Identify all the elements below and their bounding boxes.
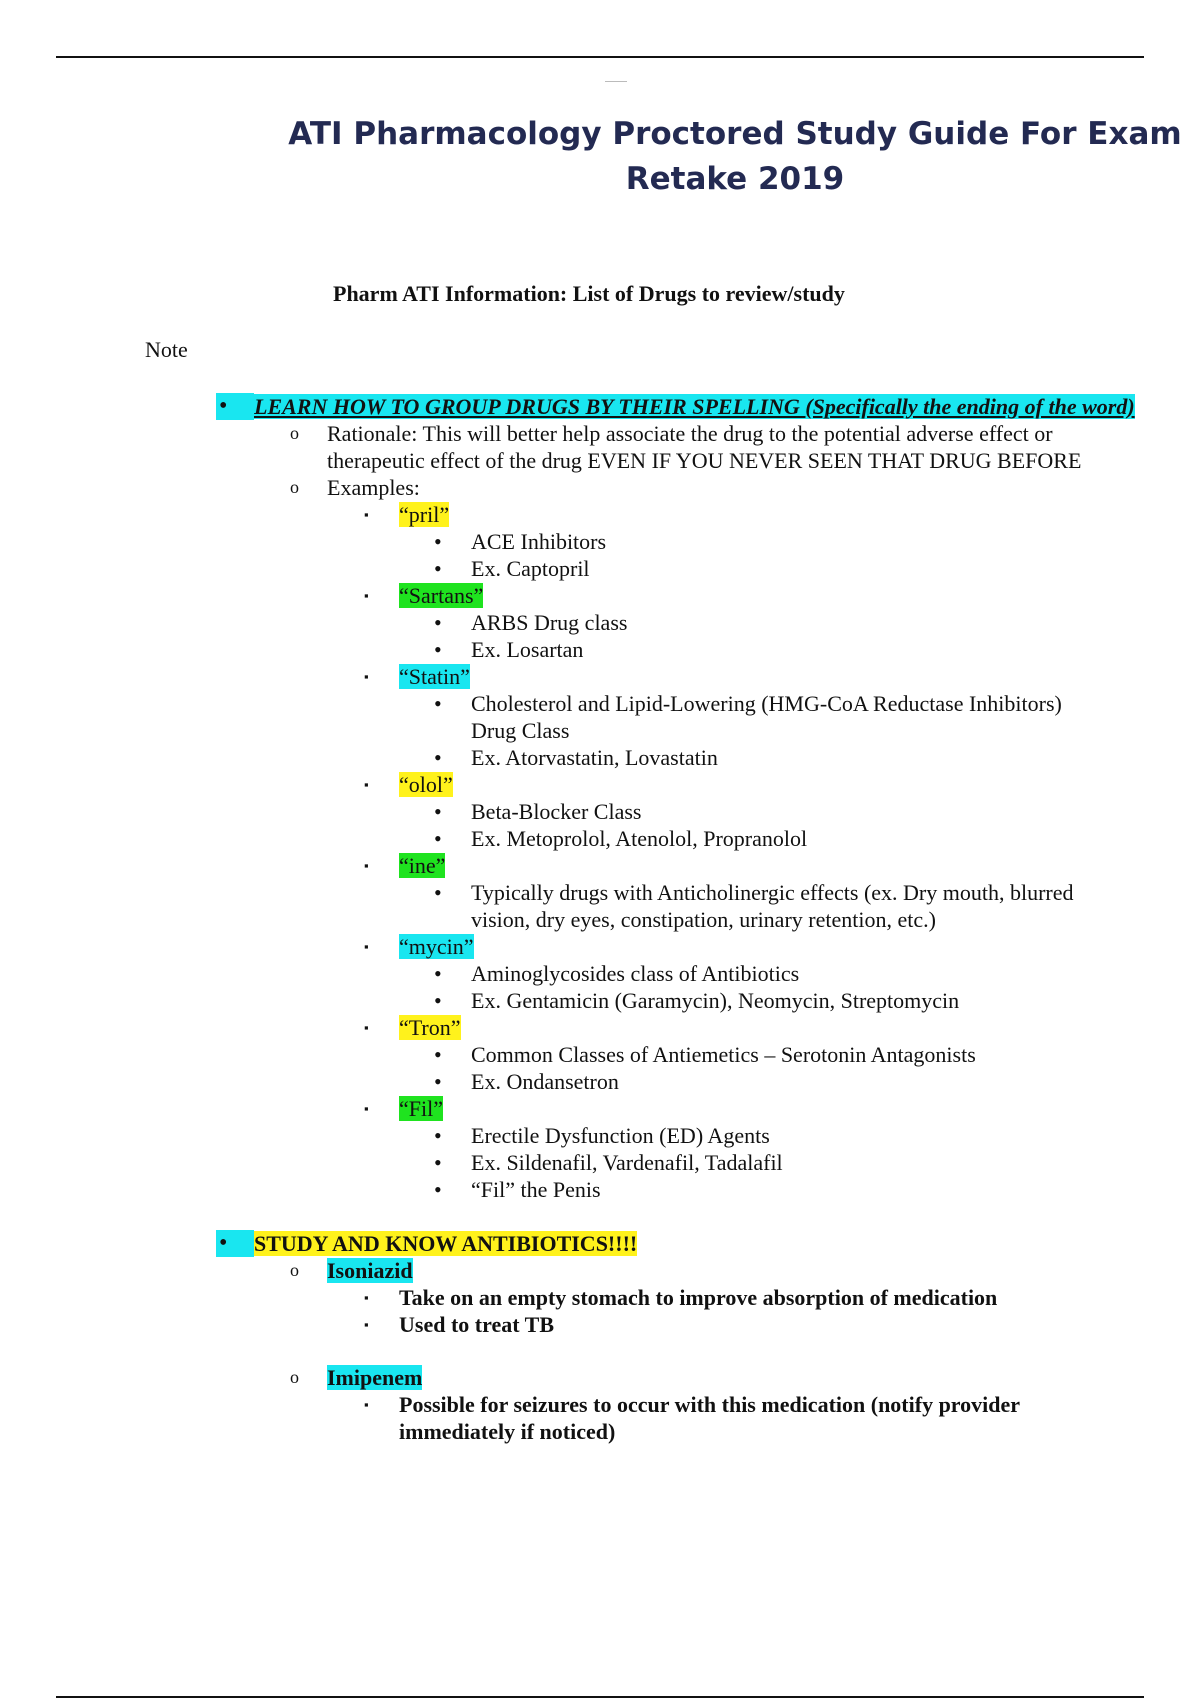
square-bullet-icon: ▪ xyxy=(364,588,369,603)
drug-isoniazid xyxy=(290,1257,1200,1338)
suffix-item-text: Ex. Atorvastatin, Lovastatin xyxy=(471,745,718,770)
suffix-group-items xyxy=(399,1041,1200,1095)
suffix-label: “Statin” xyxy=(399,664,470,689)
suffix-item-text: Erectile Dysfunction (ED) Agents xyxy=(471,1123,770,1148)
antibiotics-list xyxy=(254,1257,1200,1445)
document-body xyxy=(0,393,1200,1445)
suffix-item-text: ARBS Drug class xyxy=(471,610,628,635)
section-spelling-list xyxy=(254,420,1200,1203)
suffix-item xyxy=(434,1122,1200,1149)
top-rule xyxy=(56,56,1144,58)
suffix-group xyxy=(364,582,1200,663)
suffix-item-text: Ex. Metoprolol, Atenolol, Propranolol xyxy=(471,826,808,851)
suffix-group-items xyxy=(399,1122,1200,1203)
suffix-group-items xyxy=(399,960,1200,1014)
disc-bullet-icon: • xyxy=(434,799,442,824)
suffix-group xyxy=(364,1095,1200,1203)
suffix-label: “Sartans” xyxy=(399,583,484,608)
disc-bullet-icon: • xyxy=(434,745,442,770)
suffix-group-items xyxy=(399,690,1200,771)
suffix-label: “mycin” xyxy=(399,934,474,959)
suffix-label: “ine” xyxy=(399,853,446,878)
suffix-item xyxy=(434,987,1200,1014)
section-antibiotics xyxy=(219,1230,1200,1445)
drug-points xyxy=(327,1284,1200,1338)
drug-point xyxy=(364,1391,1200,1445)
disc-bullet-icon: • xyxy=(434,988,442,1013)
section-spelling xyxy=(219,393,1200,1203)
square-bullet-icon: ▪ xyxy=(364,1317,369,1332)
suffix-item xyxy=(434,879,1200,933)
circle-bullet-icon: o xyxy=(290,1367,299,1387)
suffix-item-text: ACE Inhibitors xyxy=(471,529,607,554)
suffix-group-items xyxy=(399,528,1200,582)
disc-bullet-icon: • xyxy=(434,529,442,554)
suffix-item xyxy=(434,798,1200,825)
suffix-item xyxy=(434,1149,1200,1176)
drug-name: Imipenem xyxy=(327,1365,423,1390)
square-bullet-icon: ▪ xyxy=(364,669,369,684)
suffix-group xyxy=(364,501,1200,582)
disc-bullet-icon: • xyxy=(219,393,228,419)
suffix-item-text: Typically drugs with Anticholinergic effects (ex. Dry mouth, blurred vision, dry eyes, constipation, urinary retention, etc.) xyxy=(471,880,1074,932)
disc-bullet-icon: • xyxy=(434,1069,442,1094)
suffix-item xyxy=(434,1176,1200,1203)
main-list xyxy=(0,393,1200,1445)
square-bullet-icon: ▪ xyxy=(364,858,369,873)
disc-bullet-icon: • xyxy=(434,1042,442,1067)
suffix-item xyxy=(434,528,1200,555)
suffix-group-items xyxy=(399,798,1200,852)
suffix-item xyxy=(434,609,1200,636)
suffix-item-text: Common Classes of Antiemetics – Serotonin Antagonists xyxy=(471,1042,976,1067)
document-title: ATI Pharmacology Proctored Study Guide For Exam Retake 2019 xyxy=(288,116,1182,197)
drug-point-text: Used to treat TB xyxy=(399,1312,555,1337)
suffix-item xyxy=(434,690,1200,744)
circle-bullet-icon: o xyxy=(290,423,299,443)
suffix-item-text: Cholesterol and Lipid-Lowering (HMG-CoA Reductase Inhibitors) Drug Class xyxy=(471,691,1062,743)
square-bullet-icon: ▪ xyxy=(364,507,369,522)
section-spelling-heading: LEARN HOW TO GROUP DRUGS BY THEIR SPELLING (Specifically the ending of the word) xyxy=(254,394,1135,419)
bottom-rule xyxy=(56,1696,1144,1698)
disc-bullet-icon: • xyxy=(434,556,442,581)
circle-bullet-icon: o xyxy=(290,477,299,497)
rationale-item xyxy=(290,420,1200,474)
suffix-group-items xyxy=(399,609,1200,663)
disc-bullet-icon: • xyxy=(434,961,442,986)
suffix-item-text: Ex. Captopril xyxy=(471,556,590,581)
drug-point-text: Possible for seizures to occur with this medication (notify provider immediately if noticed) xyxy=(399,1392,1020,1444)
header-mark xyxy=(605,81,627,82)
disc-bullet-icon: • xyxy=(434,1150,442,1175)
suffix-label: “Tron” xyxy=(399,1015,461,1040)
square-bullet-icon: ▪ xyxy=(364,1397,369,1412)
suffix-item-text: Beta-Blocker Class xyxy=(471,799,642,824)
suffix-group xyxy=(364,663,1200,771)
suffix-item-text: Ex. Ondansetron xyxy=(471,1069,619,1094)
suffix-item xyxy=(434,1041,1200,1068)
disc-bullet-icon: • xyxy=(434,691,442,716)
square-bullet-icon: ▪ xyxy=(364,1020,369,1035)
suffix-item xyxy=(434,825,1200,852)
suffix-item-text: Ex. Gentamicin (Garamycin), Neomycin, Streptomycin xyxy=(471,988,960,1013)
suffix-item xyxy=(434,636,1200,663)
suffix-item xyxy=(434,960,1200,987)
suffix-item xyxy=(434,1068,1200,1095)
suffix-group xyxy=(364,771,1200,852)
suffix-label: “Fil” xyxy=(399,1096,443,1121)
suffix-item-text: Aminoglycosides class of Antibiotics xyxy=(471,961,800,986)
disc-bullet-icon: • xyxy=(434,880,442,905)
drug-point xyxy=(364,1311,1200,1338)
square-bullet-icon: ▪ xyxy=(364,939,369,954)
examples-label: Examples: xyxy=(327,475,420,500)
drug-point xyxy=(364,1284,1200,1311)
disc-bullet-icon: • xyxy=(434,826,442,851)
suffix-item-text: Ex. Losartan xyxy=(471,637,584,662)
suffix-item-text: Ex. Sildenafil, Vardenafil, Tadalafil xyxy=(471,1150,783,1175)
disc-bullet-icon: • xyxy=(434,1177,442,1202)
suffix-label: “olol” xyxy=(399,772,453,797)
examples-item xyxy=(290,474,1200,1203)
disc-bullet-icon: • xyxy=(219,1230,228,1256)
disc-bullet-icon: • xyxy=(434,1123,442,1148)
disc-bullet-icon: • xyxy=(434,637,442,662)
square-bullet-icon: ▪ xyxy=(364,1101,369,1116)
suffix-group-items xyxy=(399,879,1200,933)
section-antibiotics-heading: STUDY AND KNOW ANTIBIOTICS!!!! xyxy=(254,1231,638,1256)
drug-points xyxy=(327,1391,1200,1445)
suffix-item xyxy=(434,744,1200,771)
suffix-group xyxy=(364,852,1200,933)
disc-bullet-icon: • xyxy=(434,610,442,635)
suffix-groups-list xyxy=(327,501,1200,1203)
rationale-text: Rationale: This will better help associate the drug to the potential adverse effect or therapeutic effect of the drug EVEN IF YOU NEVER SEEN THAT DRUG BEFORE xyxy=(327,421,1082,473)
suffix-group xyxy=(364,1014,1200,1095)
note-label: Note xyxy=(145,337,188,362)
square-bullet-icon: ▪ xyxy=(364,777,369,792)
suffix-item-text: “Fil” the Penis xyxy=(471,1177,601,1202)
drug-imipenem xyxy=(290,1364,1200,1445)
drug-point-text: Take on an empty stomach to improve absorption of medication xyxy=(399,1285,998,1310)
square-bullet-icon: ▪ xyxy=(364,1290,369,1305)
drug-name: Isoniazid xyxy=(327,1258,413,1283)
suffix-group xyxy=(364,933,1200,1014)
document-subtitle: Pharm ATI Information: List of Drugs to review/study xyxy=(333,281,845,306)
circle-bullet-icon: o xyxy=(290,1260,299,1280)
suffix-item xyxy=(434,555,1200,582)
suffix-label: “pril” xyxy=(399,502,450,527)
